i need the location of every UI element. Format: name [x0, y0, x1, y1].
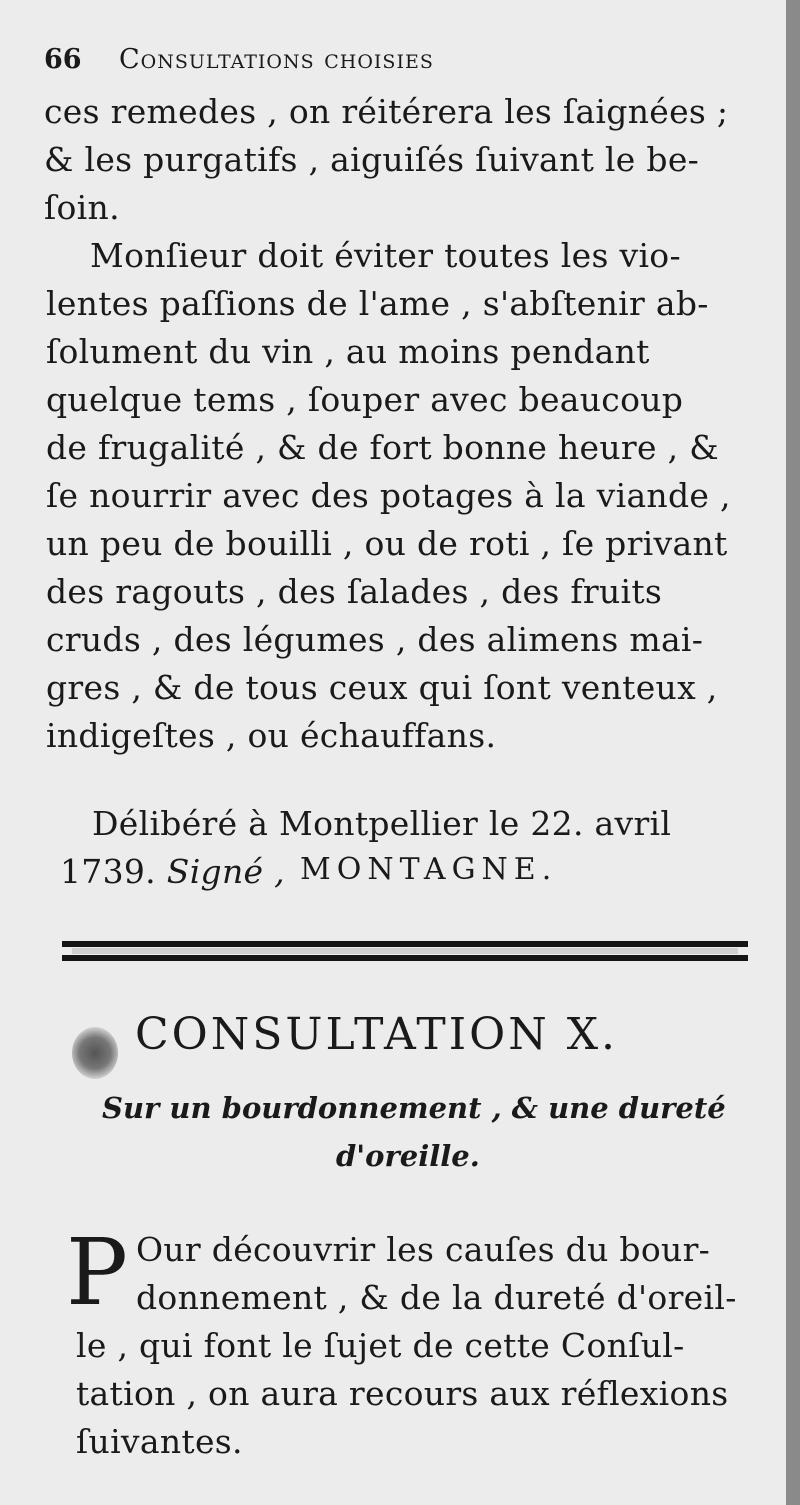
- consultation-subtitle-cont: d'oreille.: [336, 1139, 480, 1173]
- signature-year: 1739.: [60, 852, 156, 891]
- text-line: ſolument du vin , au moins pendant: [46, 332, 650, 371]
- text-line: ces remedes , on réitérera les ſaignées ;: [44, 92, 729, 131]
- text-line: ſoin.: [44, 188, 120, 227]
- text-line: le , qui font le ſujet de cette Conſul-: [76, 1326, 685, 1365]
- page-number: 66: [44, 44, 82, 75]
- text-line: indigeſtes , ou échauffans.: [46, 716, 497, 755]
- signature-signe: Signé ,: [166, 852, 285, 891]
- signatory-name: MONTAGNE.: [300, 852, 558, 887]
- text-line: cruds , des légumes , des alimens mai-: [46, 620, 704, 659]
- text-line: lentes paſſions de l'ame , s'abſtenir ab-: [46, 284, 709, 323]
- signature-line: Délibéré à Montpellier le 22. avril: [92, 804, 672, 843]
- text-line: Monſieur doit éviter toutes les vio-: [90, 236, 681, 275]
- section-rule: [62, 941, 748, 961]
- consultation-title: CONSULTATION X.: [135, 1009, 619, 1060]
- text-line: ſuivantes.: [76, 1422, 243, 1461]
- text-line: de frugalité , & de fort bonne heure , &: [46, 428, 719, 467]
- text-line: donnement , & de la dureté d'oreil-: [136, 1278, 737, 1317]
- text-line: quelque tems , ſouper avec beaucoup: [46, 380, 684, 419]
- text-line: ſe nourrir avec des potages à la viande ,: [46, 476, 731, 515]
- text-line: des ragouts , des ſalades , des fruits: [46, 572, 663, 611]
- drop-cap: P: [66, 1219, 128, 1326]
- text-line: gres , & de tous ceux qui ſont venteux ,: [46, 668, 718, 707]
- text-line: & les purgatifs , aiguiſés ſuivant le be-: [44, 140, 700, 179]
- consultation-subtitle: Sur un bourdonnement , & une dureté: [102, 1091, 726, 1125]
- text-line: un peu de bouilli , ou de roti , ſe privant: [46, 524, 728, 563]
- signature-date-line: [60, 852, 285, 892]
- rule-inner: [72, 948, 738, 954]
- running-title: Consultations choisies: [118, 44, 434, 75]
- text-line: Our découvrir les cauſes du bour-: [136, 1230, 711, 1269]
- ink-smudge: [72, 1027, 118, 1079]
- text-line: tation , on aura recours aux réflexions: [76, 1374, 729, 1413]
- page-edge: [786, 0, 800, 1505]
- running-header: [44, 42, 434, 78]
